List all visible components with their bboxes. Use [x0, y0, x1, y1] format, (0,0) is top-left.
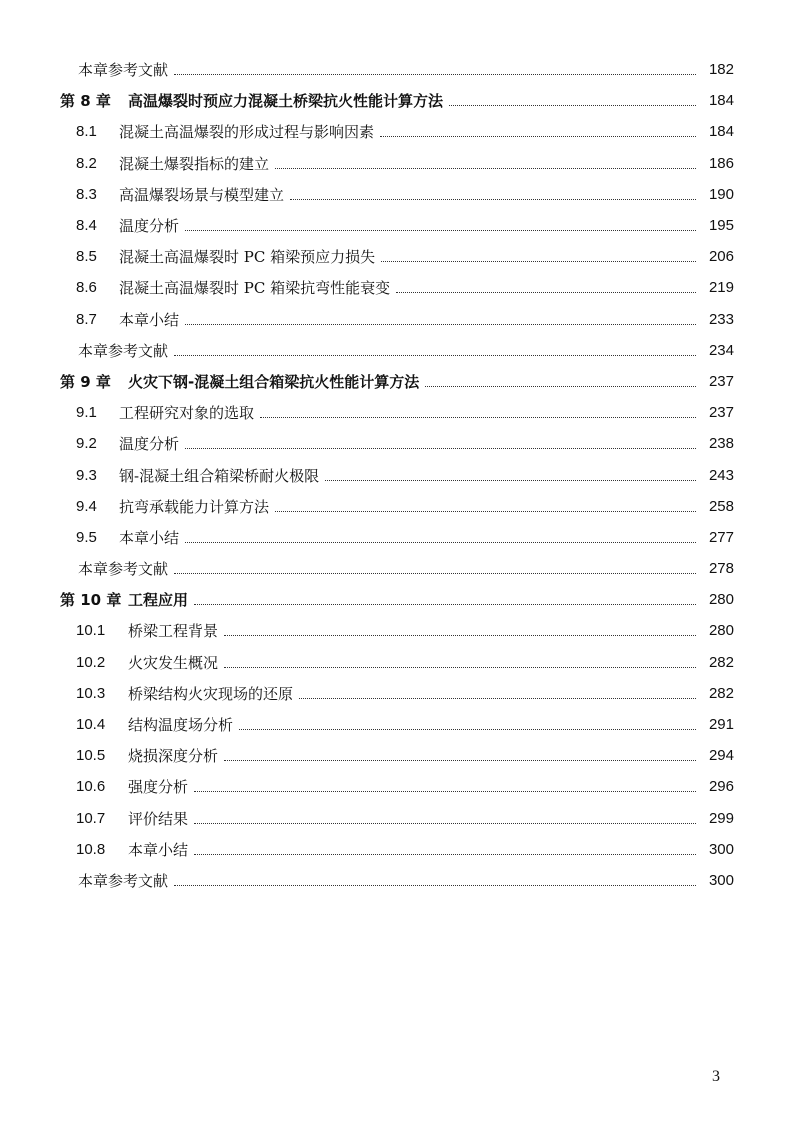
entry-number: 8.5	[76, 248, 97, 266]
toc-chapter-entry[interactable]	[0, 584, 790, 615]
entry-title: 本章小结	[128, 840, 189, 859]
entry-page-number: 280	[708, 622, 734, 640]
entry-title: 混凝土爆裂指标的建立	[119, 154, 270, 173]
entry-page-number: 294	[708, 747, 734, 765]
toc-section-entry[interactable]	[0, 428, 790, 459]
dot-leader	[194, 604, 696, 605]
toc-references-entry[interactable]	[0, 54, 790, 85]
toc-section-entry[interactable]	[0, 522, 790, 553]
toc-references-entry[interactable]	[0, 865, 790, 896]
toc-references-entry[interactable]	[0, 335, 790, 366]
entry-title: 强度分析	[128, 778, 189, 797]
entry-title: 评价结果	[128, 809, 189, 828]
toc-section-entry[interactable]	[0, 272, 790, 303]
entry-title: 火灾下钢-混凝土组合箱梁抗火性能计算方法	[128, 372, 420, 391]
entry-number: 10.1	[76, 622, 106, 640]
entry-number: 10.3	[76, 684, 106, 702]
dot-leader	[174, 355, 696, 356]
dot-leader	[260, 417, 696, 418]
entry-title: 温度分析	[119, 435, 180, 454]
dot-leader	[224, 635, 696, 636]
entry-number: 第 9 章	[60, 372, 111, 391]
dot-leader	[174, 74, 696, 75]
dot-leader	[239, 729, 696, 730]
dot-leader	[194, 854, 696, 855]
entry-page-number: 299	[708, 809, 734, 827]
entry-page-number: 282	[708, 684, 734, 702]
dot-leader	[381, 261, 696, 262]
dot-leader	[224, 667, 696, 668]
entry-number: 10.2	[76, 653, 106, 671]
entry-page-number: 237	[708, 404, 734, 422]
entry-page-number: 184	[708, 123, 734, 141]
entry-page-number: 237	[708, 372, 734, 390]
dot-leader	[380, 136, 696, 137]
dot-leader	[194, 823, 696, 824]
entry-number: 10.5	[76, 747, 106, 765]
entry-title: 火灾发生概况	[128, 653, 219, 672]
toc-section-entry[interactable]	[0, 116, 790, 147]
entry-title: 本章参考文献	[78, 560, 169, 579]
entry-number: 10.6	[76, 778, 106, 796]
entry-page-number: 186	[708, 154, 734, 172]
entry-number: 第 10 章	[60, 591, 122, 610]
entry-number: 9.2	[76, 435, 97, 453]
page-number: 3	[712, 1068, 720, 1085]
toc-section-entry[interactable]	[0, 709, 790, 740]
entry-title: 工程应用	[128, 591, 189, 610]
table-of-contents	[0, 54, 790, 896]
dot-leader	[185, 230, 696, 231]
toc-section-entry[interactable]	[0, 740, 790, 771]
entry-number: 8.3	[76, 185, 97, 203]
entry-page-number: 182	[708, 61, 734, 79]
entry-page-number: 278	[708, 560, 734, 578]
entry-page-number: 300	[708, 871, 734, 889]
entry-page-number: 291	[708, 716, 734, 734]
entry-title: 工程研究对象的选取	[119, 404, 255, 423]
entry-title: 混凝土高温爆裂时 PC 箱梁抗弯性能衰变	[119, 279, 391, 298]
entry-number: 8.2	[76, 154, 97, 172]
entry-title: 抗弯承载能力计算方法	[119, 497, 270, 516]
dot-leader	[194, 791, 696, 792]
entry-number: 9.5	[76, 528, 97, 546]
entry-title: 高温爆裂场景与模型建立	[119, 185, 285, 204]
toc-section-entry[interactable]	[0, 803, 790, 834]
dot-leader	[185, 542, 696, 543]
dot-leader	[174, 573, 696, 574]
entry-page-number: 300	[708, 840, 734, 858]
dot-leader	[325, 480, 696, 481]
entry-page-number: 190	[708, 185, 734, 203]
entry-title: 本章参考文献	[78, 341, 169, 360]
dot-leader	[290, 199, 696, 200]
entry-number: 8.7	[76, 310, 97, 328]
entry-number: 9.1	[76, 404, 97, 422]
entry-page-number: 296	[708, 778, 734, 796]
entry-title: 本章小结	[119, 528, 180, 547]
toc-section-entry[interactable]	[0, 179, 790, 210]
dot-leader	[174, 885, 696, 886]
entry-title: 高温爆裂时预应力混凝土桥梁抗火性能计算方法	[128, 92, 444, 111]
entry-page-number: 184	[708, 92, 734, 110]
entry-title: 温度分析	[119, 217, 180, 236]
dot-leader	[299, 698, 696, 699]
toc-section-entry[interactable]	[0, 148, 790, 179]
entry-title: 混凝土高温爆裂时 PC 箱梁预应力损失	[119, 248, 376, 267]
entry-number: 第 8 章	[60, 92, 111, 111]
toc-chapter-entry[interactable]	[0, 366, 790, 397]
toc-section-entry[interactable]	[0, 678, 790, 709]
entry-title: 本章小结	[119, 310, 180, 329]
entry-page-number: 219	[708, 279, 734, 297]
entry-title: 结构温度场分析	[128, 716, 234, 735]
dot-leader	[396, 292, 696, 293]
entry-page-number: 195	[708, 217, 734, 235]
dot-leader	[449, 105, 696, 106]
dot-leader	[224, 760, 696, 761]
entry-page-number: 282	[708, 653, 734, 671]
entry-number: 8.4	[76, 217, 97, 235]
toc-section-entry[interactable]	[0, 210, 790, 241]
entry-page-number: 238	[708, 435, 734, 453]
entry-number: 10.7	[76, 809, 106, 827]
entry-page-number: 206	[708, 248, 734, 266]
toc-section-entry[interactable]	[0, 834, 790, 865]
entry-title: 烧损深度分析	[128, 747, 219, 766]
dot-leader	[275, 168, 696, 169]
entry-page-number: 280	[708, 591, 734, 609]
toc-section-entry[interactable]	[0, 459, 790, 490]
dot-leader	[185, 324, 696, 325]
entry-title: 桥梁结构火灾现场的还原	[128, 684, 294, 703]
dot-leader	[275, 511, 696, 512]
entry-number: 9.4	[76, 497, 97, 515]
entry-page-number: 258	[708, 497, 734, 515]
entry-number: 10.8	[76, 840, 106, 858]
entry-title: 桥梁工程背景	[128, 622, 219, 641]
entry-title: 本章参考文献	[78, 871, 169, 890]
entry-title: 本章参考文献	[78, 61, 169, 80]
entry-page-number: 233	[708, 310, 734, 328]
entry-title: 钢-混凝土组合箱梁桥耐火极限	[119, 466, 320, 485]
toc-section-entry[interactable]	[0, 491, 790, 522]
toc-section-entry[interactable]	[0, 304, 790, 335]
entry-number: 10.4	[76, 716, 106, 734]
toc-section-entry[interactable]	[0, 647, 790, 678]
toc-section-entry[interactable]	[0, 397, 790, 428]
entry-number: 9.3	[76, 466, 97, 484]
toc-chapter-entry[interactable]	[0, 85, 790, 116]
dot-leader	[425, 386, 696, 387]
toc-section-entry[interactable]	[0, 241, 790, 272]
toc-section-entry[interactable]	[0, 615, 790, 646]
entry-number: 8.1	[76, 123, 97, 141]
entry-page-number: 243	[708, 466, 734, 484]
toc-references-entry[interactable]	[0, 553, 790, 584]
entry-number: 8.6	[76, 279, 97, 297]
dot-leader	[185, 448, 696, 449]
entry-page-number: 277	[708, 528, 734, 546]
entry-page-number: 234	[708, 341, 734, 359]
toc-section-entry[interactable]	[0, 771, 790, 802]
entry-title: 混凝土高温爆裂的形成过程与影响因素	[119, 123, 375, 142]
